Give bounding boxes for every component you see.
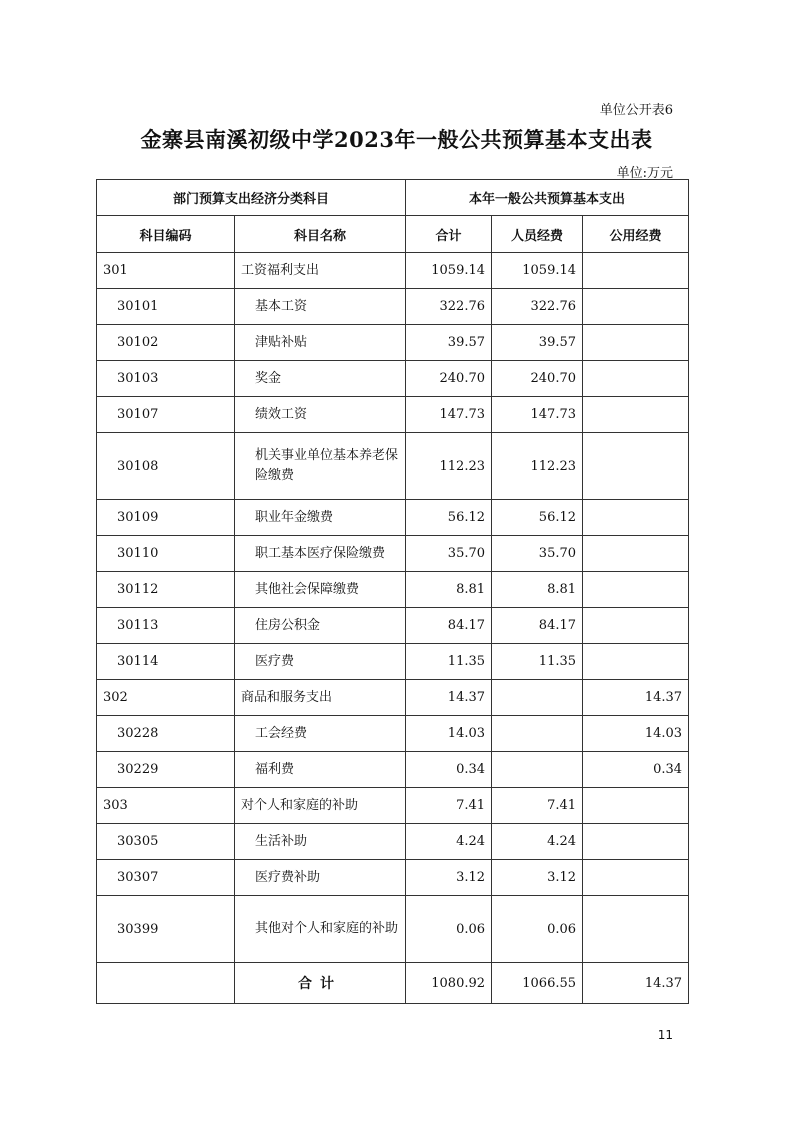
row-total: 35.70 [406, 536, 492, 572]
row-total: 240.70 [406, 361, 492, 397]
row-name: 职工基本医疗保险缴费 [235, 536, 406, 572]
row-public [583, 788, 689, 824]
table-row [97, 644, 689, 680]
row-code: 30114 [97, 644, 235, 680]
table-body [97, 253, 689, 963]
table-row [97, 680, 689, 716]
row-public [583, 860, 689, 896]
header-economic-classification: 部门预算支出经济分类科目 [97, 180, 406, 216]
table-row [97, 572, 689, 608]
row-public: 14.03 [583, 716, 689, 752]
row-total: 1059.14 [406, 253, 492, 289]
row-total: 14.37 [406, 680, 492, 716]
row-name: 工资福利支出 [235, 253, 406, 289]
table-row [97, 397, 689, 433]
row-code: 30107 [97, 397, 235, 433]
table-row [97, 788, 689, 824]
row-name: 机关事业单位基本养老保险缴费 [235, 433, 406, 500]
row-personnel [492, 716, 583, 752]
row-name: 奖金 [235, 361, 406, 397]
row-personnel: 322.76 [492, 289, 583, 325]
row-name: 其他对个人和家庭的补助 [235, 896, 406, 963]
row-code: 303 [97, 788, 235, 824]
row-public [583, 644, 689, 680]
row-total: 112.23 [406, 433, 492, 500]
row-code: 30229 [97, 752, 235, 788]
row-public [583, 433, 689, 500]
row-public [583, 608, 689, 644]
table-reference-label: 单位公开表6 [599, 103, 673, 118]
row-public [583, 536, 689, 572]
table-row [97, 289, 689, 325]
row-public [583, 253, 689, 289]
row-code: 30101 [97, 289, 235, 325]
row-total: 8.81 [406, 572, 492, 608]
row-total: 147.73 [406, 397, 492, 433]
document-title: 金寨县南溪初级中学2023年一般公共预算基本支出表 [140, 127, 653, 152]
header-total: 合计 [406, 216, 492, 253]
table-row [97, 896, 689, 963]
header-code: 科目编码 [97, 216, 235, 253]
row-personnel [492, 680, 583, 716]
table-row [97, 253, 689, 289]
row-code: 30305 [97, 824, 235, 860]
row-name: 医疗费 [235, 644, 406, 680]
row-name: 医疗费补助 [235, 860, 406, 896]
header-personnel: 人员经费 [492, 216, 583, 253]
row-name: 职业年金缴费 [235, 500, 406, 536]
row-public [583, 572, 689, 608]
header-public: 公用经费 [583, 216, 689, 253]
row-personnel: 112.23 [492, 433, 583, 500]
row-personnel: 0.06 [492, 896, 583, 963]
row-name: 绩效工资 [235, 397, 406, 433]
row-code: 30102 [97, 325, 235, 361]
row-public: 14.37 [583, 680, 689, 716]
row-public [583, 896, 689, 963]
row-code: 30103 [97, 361, 235, 397]
row-total: 322.76 [406, 289, 492, 325]
row-public: 0.34 [583, 752, 689, 788]
row-name: 基本工资 [235, 289, 406, 325]
row-personnel: 8.81 [492, 572, 583, 608]
total-public: 14.37 [583, 963, 689, 1004]
row-personnel: 84.17 [492, 608, 583, 644]
table-row [97, 536, 689, 572]
row-personnel: 35.70 [492, 536, 583, 572]
row-code: 30399 [97, 896, 235, 963]
header-basic-expenditure: 本年一般公共预算基本支出 [406, 180, 689, 216]
table-row [97, 608, 689, 644]
total-label: 合计 [235, 963, 406, 1004]
row-code: 302 [97, 680, 235, 716]
row-total: 3.12 [406, 860, 492, 896]
table-row [97, 500, 689, 536]
row-total: 39.57 [406, 325, 492, 361]
row-public [583, 500, 689, 536]
row-total: 0.34 [406, 752, 492, 788]
row-name: 对个人和家庭的补助 [235, 788, 406, 824]
row-total: 11.35 [406, 644, 492, 680]
row-code: 30113 [97, 608, 235, 644]
total-row [97, 963, 689, 1004]
table-row [97, 824, 689, 860]
row-name: 住房公积金 [235, 608, 406, 644]
row-public [583, 325, 689, 361]
table-row [97, 361, 689, 397]
budget-expenditure-table [96, 179, 689, 1004]
row-name: 工会经费 [235, 716, 406, 752]
row-public [583, 361, 689, 397]
row-code: 30108 [97, 433, 235, 500]
row-code: 30110 [97, 536, 235, 572]
row-name: 生活补助 [235, 824, 406, 860]
total-personnel: 1066.55 [492, 963, 583, 1004]
row-public [583, 289, 689, 325]
row-personnel [492, 752, 583, 788]
row-personnel: 3.12 [492, 860, 583, 896]
row-code: 301 [97, 253, 235, 289]
row-personnel: 11.35 [492, 644, 583, 680]
row-personnel: 240.70 [492, 361, 583, 397]
table-row [97, 752, 689, 788]
row-name: 其他社会保障缴费 [235, 572, 406, 608]
total-code-cell [97, 963, 235, 1004]
row-name: 津贴补贴 [235, 325, 406, 361]
row-total: 4.24 [406, 824, 492, 860]
row-total: 84.17 [406, 608, 492, 644]
row-personnel: 4.24 [492, 824, 583, 860]
row-code: 30307 [97, 860, 235, 896]
row-personnel: 7.41 [492, 788, 583, 824]
row-personnel: 1059.14 [492, 253, 583, 289]
header-name: 科目名称 [235, 216, 406, 253]
table-row [97, 860, 689, 896]
total-sum: 1080.92 [406, 963, 492, 1004]
table-row [97, 433, 689, 500]
row-total: 7.41 [406, 788, 492, 824]
row-total: 0.06 [406, 896, 492, 963]
row-code: 30109 [97, 500, 235, 536]
row-name: 福利费 [235, 752, 406, 788]
row-personnel: 39.57 [492, 325, 583, 361]
page-number: 11 [657, 1028, 673, 1042]
row-code: 30228 [97, 716, 235, 752]
row-public [583, 824, 689, 860]
row-total: 56.12 [406, 500, 492, 536]
row-public [583, 397, 689, 433]
row-personnel: 56.12 [492, 500, 583, 536]
table-row [97, 325, 689, 361]
row-total: 14.03 [406, 716, 492, 752]
row-name: 商品和服务支出 [235, 680, 406, 716]
table-row [97, 716, 689, 752]
unit-label: 单位:万元 [616, 166, 673, 181]
row-code: 30112 [97, 572, 235, 608]
row-personnel: 147.73 [492, 397, 583, 433]
